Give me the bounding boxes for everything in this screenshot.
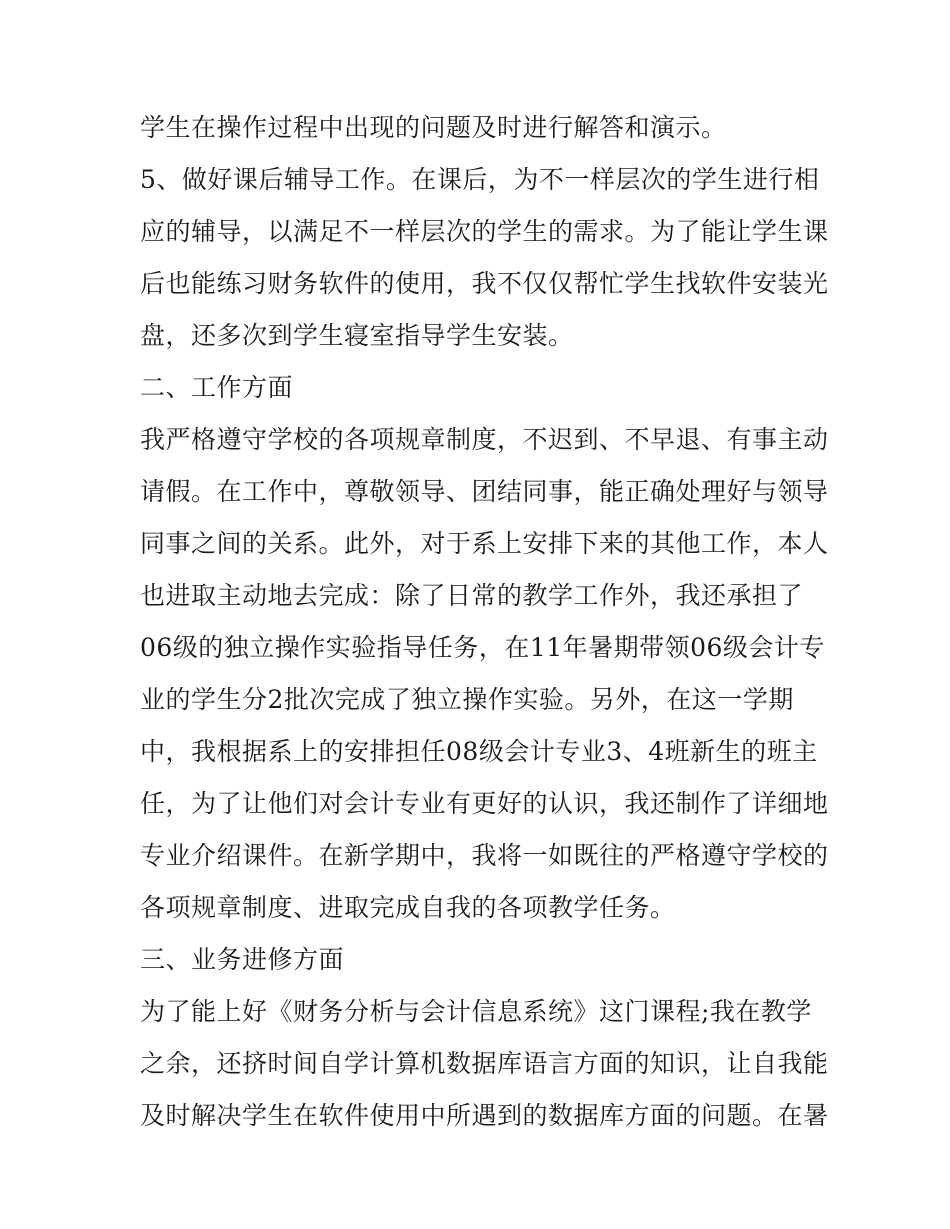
text-line: 及时解决学生在软件使用中所遇到的数据库方面的问题。在暑	[140, 1101, 829, 1130]
text-line: 业的学生分2批次完成了独立操作实验。另外，在这一学期	[140, 685, 794, 714]
text-line: 我严格遵守学校的各项规章制度，不迟到、不早退、有事主动	[140, 425, 829, 454]
text-line: 应的辅导，以满足不一样层次的学生的需求。为了能让学生课	[140, 217, 829, 246]
text-line: 盘，还多次到学生寝室指导学生安装。	[140, 321, 574, 350]
text-line: 任，为了让他们对会计专业有更好的认识，我还制作了详细地	[140, 789, 829, 818]
text-line: 中，我根据系上的安排担任08级会计专业3、4班新生的班主	[140, 737, 818, 766]
text-line: 后也能练习财务软件的使用，我不仅仅帮忙学生找软件安装光	[140, 269, 829, 298]
text-line: 为了能上好《财务分析与会计信息系统》这门课程;我在教学	[140, 997, 812, 1026]
text-line: 之余，还挤时间自学计算机数据库语言方面的知识，让自我能	[140, 1049, 829, 1078]
text-line: 5、做好课后辅导工作。在课后，为不一样层次的学生进行相	[140, 165, 820, 194]
text-line: 各项规章制度、进取完成自我的各项教学任务。	[140, 893, 676, 922]
text-line: 06级的独立操作实验指导任务，在11年暑期带领06级会计专	[140, 633, 825, 662]
text-line: 请假。在工作中，尊敬领导、团结同事，能正确处理好与领导	[140, 477, 829, 506]
section-heading-work: 二、工作方面	[140, 373, 294, 402]
text-line: 同事之间的关系。此外，对于系上安排下来的其他工作，本人	[140, 529, 829, 558]
text-line: 也进取主动地去完成：除了日常的教学工作外，我还承担了	[140, 581, 804, 610]
text-line: 专业介绍课件。在新学期中，我将一如既往的严格遵守学校的	[140, 841, 829, 870]
section-heading-study: 三、业务进修方面	[140, 945, 345, 974]
text-line: 学生在操作过程中出现的问题及时进行解答和演示。	[140, 113, 727, 142]
